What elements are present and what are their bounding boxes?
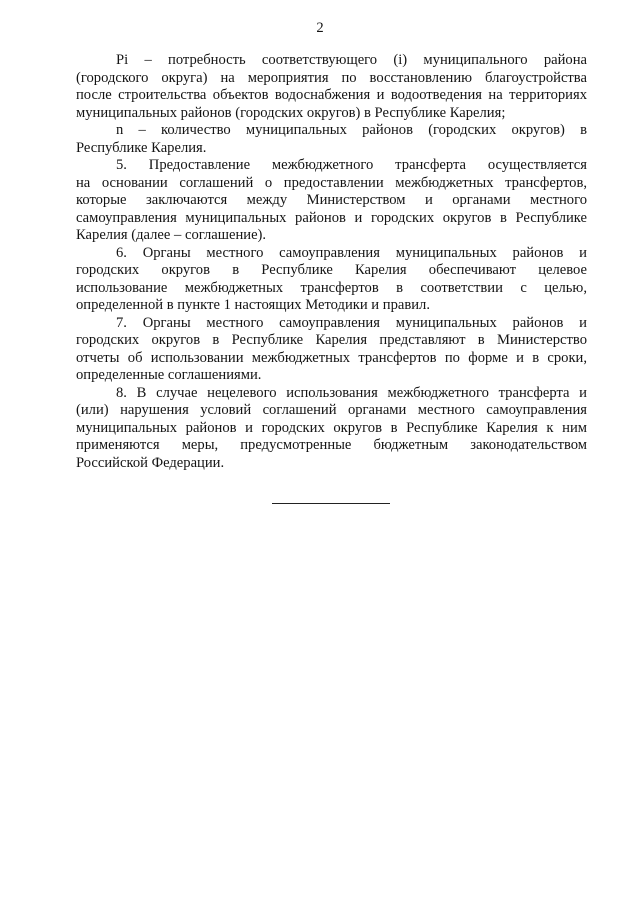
text-line: определенные соглашениями. <box>76 367 262 383</box>
paragraph-item-8 <box>76 385 587 473</box>
text-line: муниципальных районов и городских округов в Республике Карелия к ним <box>76 419 587 436</box>
end-separator-line <box>272 503 390 504</box>
text-line: которые заключаются между Министерством и органами местного <box>76 192 587 208</box>
text-line: (или) нарушения условий соглашений органами местного самоуправления <box>76 402 587 418</box>
text-line: n – количество муниципальных районов (городских округов) в <box>116 122 587 138</box>
document-body <box>76 52 587 472</box>
text-line: 8. В случае нецелевого использования межбюджетного трансферта и <box>116 384 587 401</box>
text-line: отчеты об использовании межбюджетных трансфертов по форме и в сроки, <box>76 349 587 366</box>
text-line: муниципальных районов (городских округов) в Республике Карелия; <box>76 104 506 121</box>
paragraph-n-definition <box>76 122 587 157</box>
paragraph-item-6 <box>76 245 587 315</box>
text-line: определенной в пункте 1 настоящих Методики и правил. <box>76 297 430 313</box>
paragraph-item-7 <box>76 315 587 385</box>
text-line: применяются меры, предусмотренные бюджетным законодательством <box>76 437 587 453</box>
text-line: на основании соглашений о предоставлении межбюджетных трансфертов, <box>76 174 587 191</box>
text-line: Республике Карелия. <box>76 139 207 156</box>
text-line: 7. Органы местного самоуправления муниципальных районов и <box>116 314 587 331</box>
page-number: 2 <box>316 20 324 36</box>
text-line: 5. Предоставление межбюджетного трансферта осуществляется <box>116 157 587 173</box>
text-line: Pi – потребность соответствующего (i) муниципального района <box>116 52 587 68</box>
text-line: Российской Федерации. <box>76 454 225 471</box>
text-line: после строительства объектов водоснабжения и водоотведения на территориях <box>76 87 587 103</box>
text-line: использование межбюджетных трансфертов в соответствии с целью, <box>76 279 587 296</box>
text-line: Карелия (далее – соглашение). <box>76 227 267 243</box>
text-line: самоуправления муниципальных районов и городских округов в Республике <box>76 209 587 226</box>
text-line: (городского округа) на мероприятия по восстановлению благоустройства <box>76 69 587 86</box>
paragraph-item-5 <box>76 157 587 245</box>
text-line: 6. Органы местного самоуправления муниципальных районов и <box>116 244 587 261</box>
text-line: городских округов в Республике Карелия обеспечивают целевое <box>76 262 587 278</box>
text-line: городских округов в Республике Карелия представляют в Министерство <box>76 332 587 348</box>
paragraph-pi-definition <box>76 52 587 122</box>
